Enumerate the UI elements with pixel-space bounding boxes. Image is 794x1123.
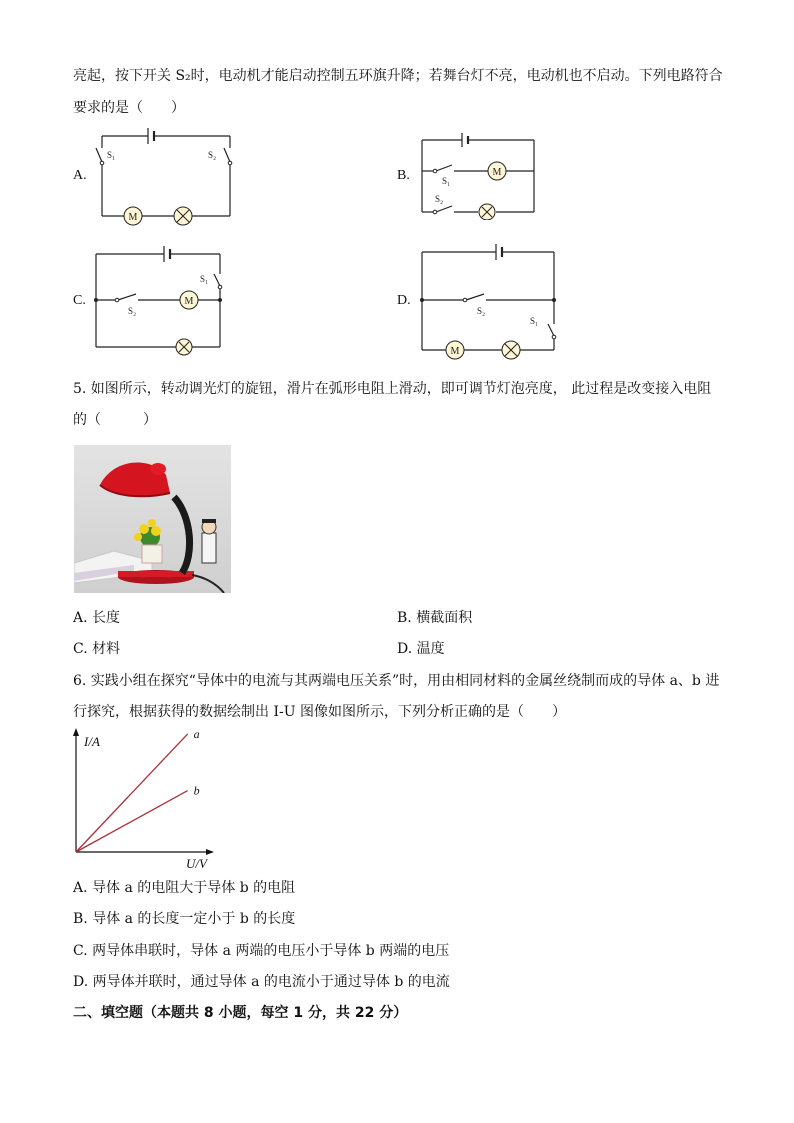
circuit-b-diagram — [414, 128, 544, 220]
q6-choice-d: D. 两导体并联时，通过导体 a 的电流小于通过导体 b 的电流 — [73, 974, 450, 990]
q4-text-line1: 亮起，按下开关 S₂时，电动机才能启动控制五环旗升降；若舞台灯不亮，电动机也不启动。下列电路符合 — [73, 68, 723, 84]
series-label-b: b — [193, 783, 200, 798]
svg-text:M: M — [492, 167, 502, 178]
svg-text:S₁: S₁ — [107, 150, 116, 160]
y-axis-arrow — [73, 728, 79, 736]
svg-text:S₂: S₂ — [208, 150, 217, 160]
q6-choice-b: B. 导体 a 的长度一定小于 b 的长度 — [73, 911, 296, 927]
section-heading: 二、填空题（本题共 8 小题，每空 1 分，共 22 分） — [73, 1005, 408, 1021]
lamp-icon — [502, 341, 520, 359]
svg-text:M: M — [450, 346, 460, 357]
q6-choice-a: A. 导体 a 的电阻大于导体 b 的电阻 — [73, 880, 296, 896]
lamp-icon — [479, 204, 495, 220]
q6-text-line1: 6. 实践小组在探究“导体中的电流与其两端电压关系”时，用由相同材料的金属丝绕制而成的导体 a、b 进 — [73, 673, 720, 689]
option-b-label: B. — [397, 168, 410, 183]
svg-text:M: M — [184, 296, 194, 307]
circuit-a-diagram — [90, 122, 240, 227]
q6-choice-c: C. 两导体串联时，导体 a 两端的电压小于导体 b 两端的电压 — [73, 943, 450, 959]
q5-choice-d: D. 温度 — [397, 641, 445, 657]
q5-choice-a: A. 长度 — [73, 610, 121, 626]
option-c-label: C. — [73, 293, 86, 308]
circuit-c-diagram — [88, 240, 228, 358]
option-a-label: A. — [73, 168, 87, 183]
svg-text:S₂: S₂ — [435, 194, 444, 204]
circuit-d-diagram — [414, 238, 564, 360]
x-axis-arrow — [206, 849, 214, 855]
svg-text:S₁: S₁ — [200, 274, 209, 284]
iu-graph — [60, 726, 220, 872]
x-axis-label: U/V — [186, 856, 207, 871]
svg-text:S₁: S₁ — [530, 316, 539, 326]
series-line-b — [76, 791, 188, 852]
option-d-label: D. — [397, 293, 411, 308]
desk-lamp-photo — [74, 445, 231, 593]
q4-text-line2: 要求的是（ ） — [73, 100, 185, 116]
series-label-a: a — [193, 726, 200, 741]
series-line-a — [76, 734, 188, 852]
q5-text-line2: 的（ ） — [73, 412, 157, 428]
svg-text:S₁: S₁ — [442, 176, 451, 186]
q5-text-line1: 5. 如图所示，转动调光灯的旋钮，滑片在弧形电阻上滑动，即可调节灯泡亮度， 此过程是改变接入电阻 — [73, 381, 712, 397]
lamp-icon — [176, 339, 192, 355]
q6-text-line2: 行探究，根据获得的数据绘制出 I-U 图像如图所示，下列分析正确的是（ ） — [73, 704, 566, 720]
q5-choice-b: B. 横截面积 — [397, 610, 473, 626]
lamp-icon — [174, 207, 192, 225]
svg-text:M: M — [128, 212, 138, 223]
q5-choice-c: C. 材料 — [73, 641, 121, 657]
svg-text:S₂: S₂ — [477, 306, 486, 316]
svg-text:S₂: S₂ — [128, 306, 137, 316]
y-axis-label: I/A — [84, 734, 100, 749]
